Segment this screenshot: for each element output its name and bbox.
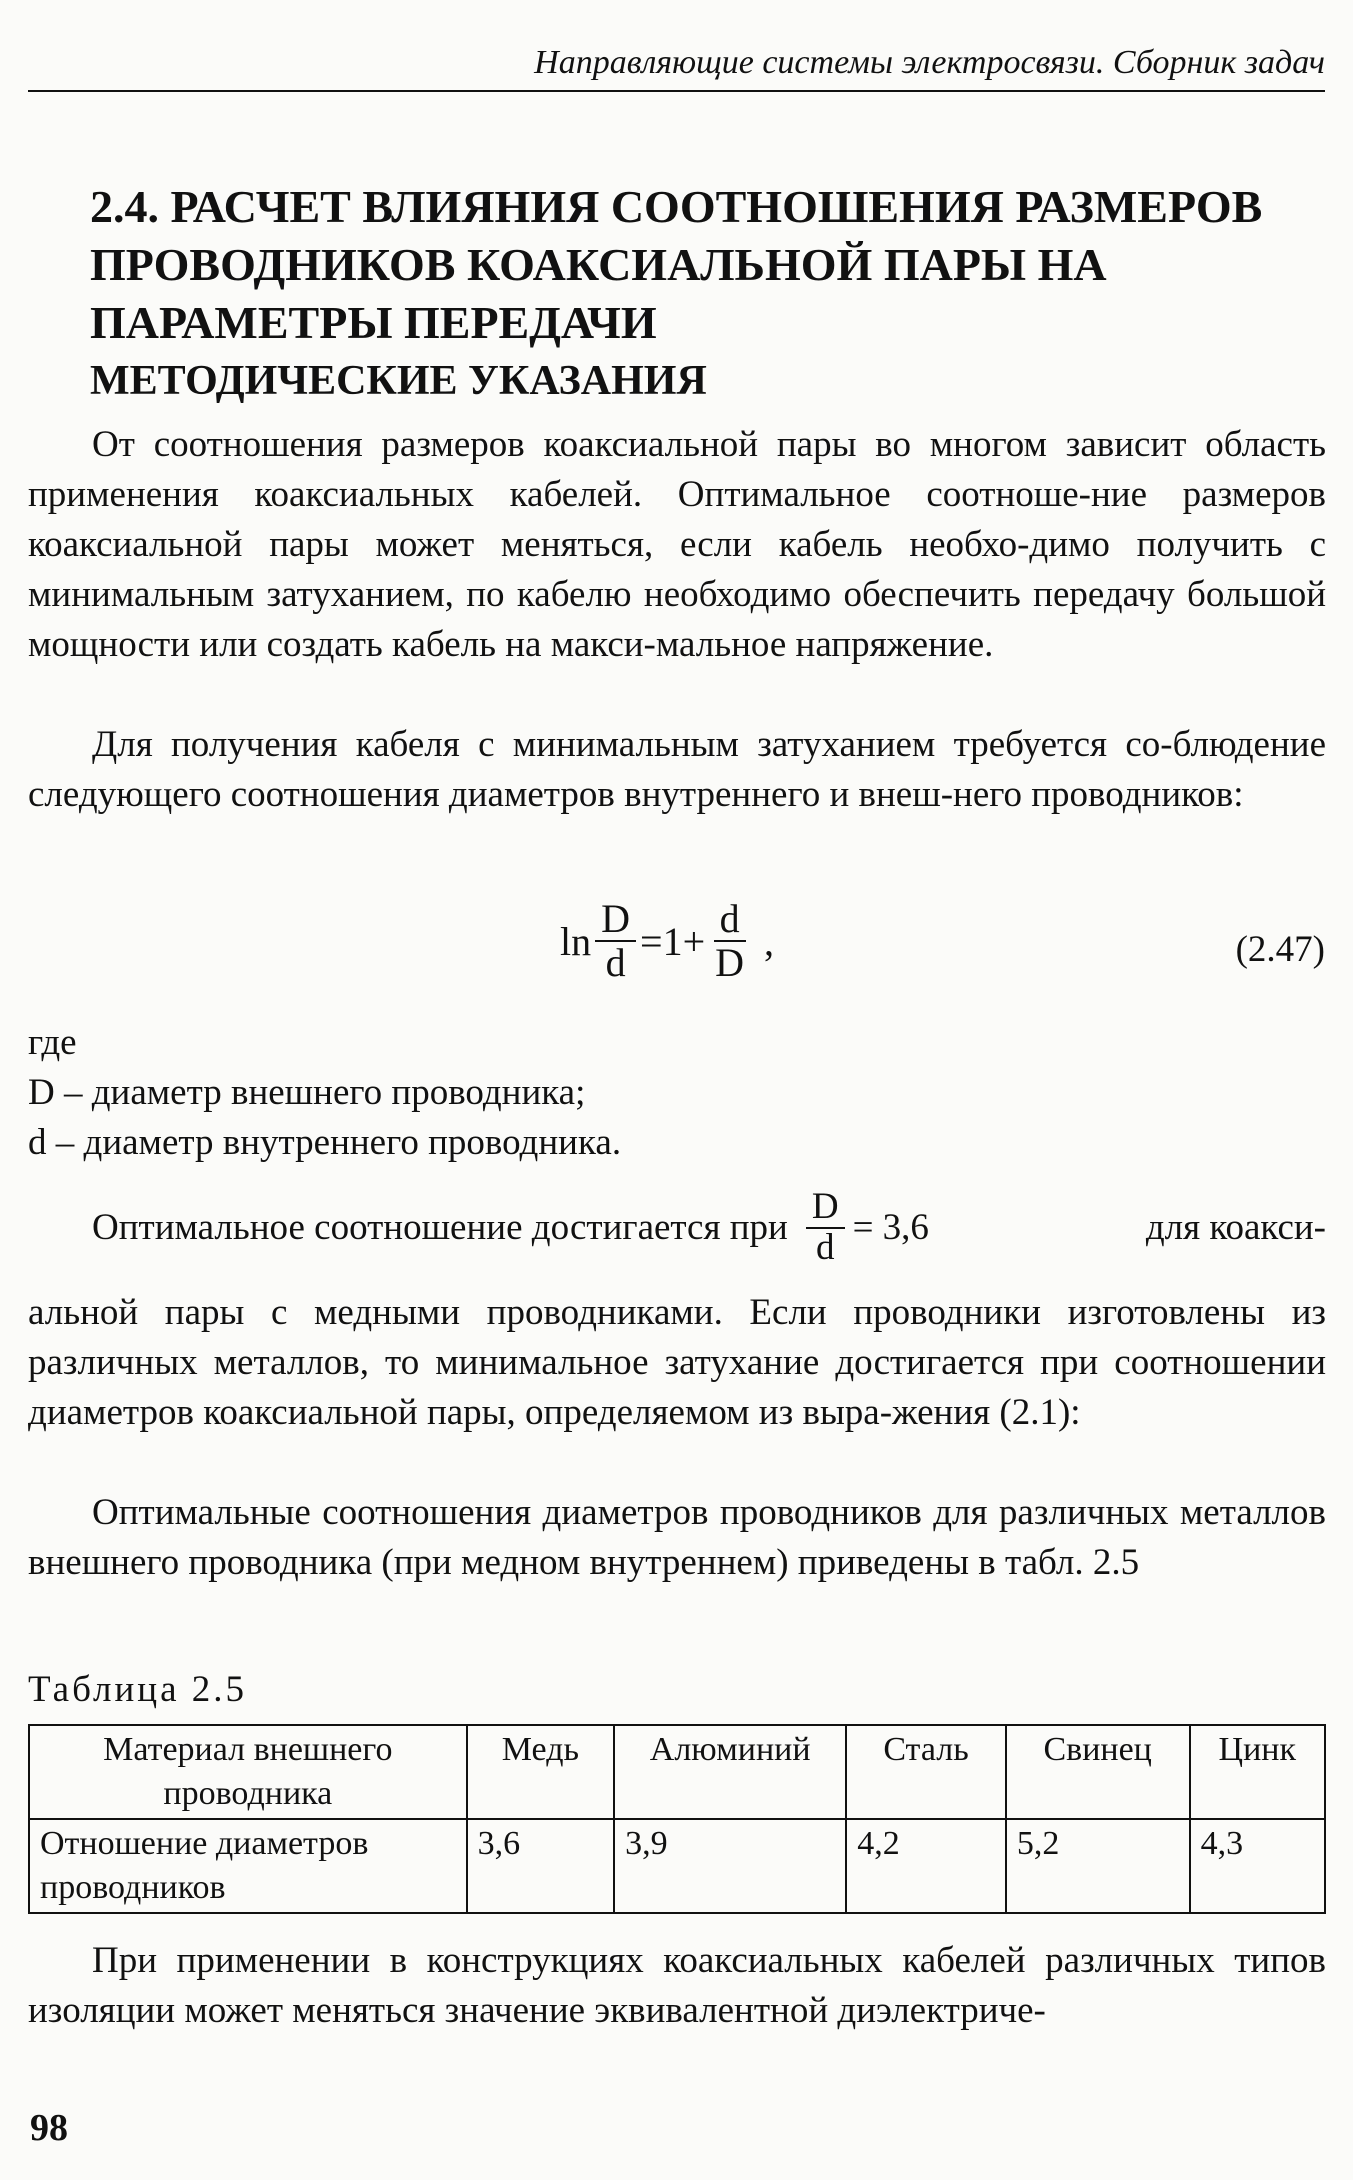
metals-table: [28, 1724, 1326, 1914]
paragraph-6: При применении в конструкциях коаксиальных кабелей различных типов изоляции может меняться значение эквивалентной диэлектриче-: [28, 1940, 1326, 2031]
equation-number: (2.47): [1235, 929, 1325, 970]
formula-den2: D: [715, 940, 745, 985]
table-cell: Свинец: [1006, 1725, 1190, 1819]
running-header: Направляющие системы электросвязи. Сборник задач: [28, 44, 1325, 92]
formula-num1: D: [595, 898, 636, 942]
table-cell: Сталь: [846, 1725, 1006, 1819]
definition-d: d – диаметр внутреннего проводника.: [28, 1122, 622, 1163]
paragraph-1: От соотношения размеров коаксиальной пары во многом зависит область применения коаксиальных кабелей. Оптимальное соотноше-ние размеров коаксиальной пары может меняться, если кабель необхо-димо получить с минимальным затуханием, по кабелю необходимо обеспечить передачу большой мощности или создать кабель на макси-мальное напряжение.: [28, 424, 1326, 665]
table-header-row: [29, 1725, 1325, 1819]
ratio-value: = 3,6: [852, 1207, 929, 1249]
paragraph-5: Оптимальные соотношения диаметров проводников для различных металлов внешнего проводника (при медном внутреннем) приведены в табл. 2.5: [28, 1492, 1326, 1583]
table-cell: 3,9: [614, 1819, 846, 1913]
table-row: [29, 1819, 1325, 1913]
section-subtitle: МЕТОДИЧЕСКИЕ УКАЗАНИЯ: [90, 358, 707, 404]
where-label: где: [28, 1022, 77, 1063]
paragraph-2: Для получения кабеля с минимальным затуханием требуется со-блюдение следующего соотношения диаметров внутреннего и внеш-него проводников:: [28, 724, 1326, 815]
table-cell: 4,3: [1190, 1819, 1325, 1913]
table-cell: Алюминий: [614, 1725, 846, 1819]
formula-ln: ln: [560, 918, 592, 964]
table-cell: 3,6: [467, 1819, 614, 1913]
ratio-fraction: [806, 1188, 845, 1268]
formula-fraction-D-d: [595, 898, 636, 984]
formula-2-47: [560, 898, 774, 984]
table-cell: 4,2: [846, 1819, 1006, 1913]
table-cell: Отношение диаметров проводников: [29, 1819, 467, 1913]
page-number: 98: [30, 2107, 68, 2149]
table-cell: Цинк: [1190, 1725, 1325, 1819]
formula-mid: =1+: [640, 918, 706, 964]
paragraph-3-after: для коакси-: [1145, 1207, 1326, 1249]
formula-den1: d: [605, 940, 626, 985]
table-cell: Медь: [467, 1725, 614, 1819]
formula-fraction-d-D: [709, 898, 750, 984]
ratio-den: d: [815, 1226, 835, 1268]
table-caption: Таблица 2.5: [28, 1669, 247, 1710]
definition-D: D – диаметр внешнего проводника;: [28, 1072, 586, 1113]
paragraph-3: [28, 1188, 1326, 1268]
section-title: 2.4. РАСЧЕТ ВЛИЯНИЯ СООТНОШЕНИЯ РАЗМЕРОВ ПРОВОДНИКОВ КОАКСИАЛЬНОЙ ПАРЫ НА ПАРАМЕТРЫ ПЕРЕДАЧИ: [90, 181, 1263, 348]
formula-num2: d: [714, 898, 746, 942]
table-cell: 5,2: [1006, 1819, 1190, 1913]
formula-tail: ,: [764, 918, 775, 964]
table-cell: Материал внешнего проводника: [29, 1725, 467, 1819]
paragraph-3-before: Оптимальное соотношение достигается при: [92, 1207, 788, 1249]
ratio-num: D: [806, 1188, 845, 1229]
paragraph-4: альной пары с медными проводниками. Если проводники изготовлены из различных металлов, то минимальное затухание достигается при соотношении диаметров коаксиальной пары, определяемом из выра-жения (2.1):: [28, 1292, 1326, 1433]
